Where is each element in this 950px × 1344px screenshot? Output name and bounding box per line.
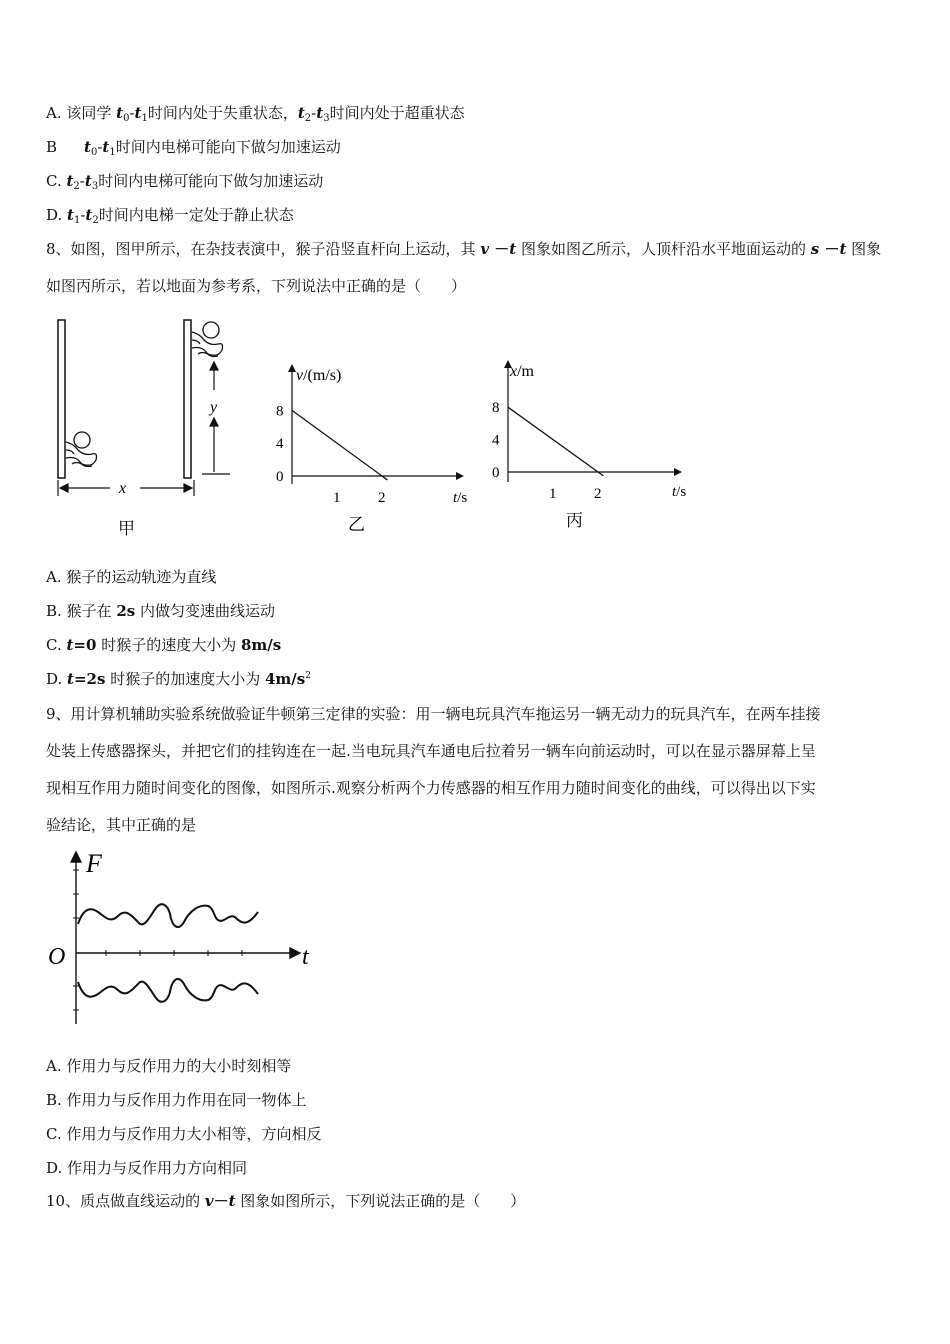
q9-force-time-graph (44, 846, 324, 1030)
q8-option-a: A. 猴子的运动轨迹为直线 (46, 568, 217, 586)
monkey-icon-bottom (66, 432, 97, 467)
bing-xlabel-t: t (672, 484, 677, 500)
q7-d-t2: t (85, 206, 93, 224)
q7-d-prefix: D. (46, 206, 68, 224)
bing-y-tick-label: 8 (492, 400, 500, 417)
q10-stem-dash: － (213, 1192, 229, 1210)
jia-label-y: y (210, 399, 218, 416)
q8-c-t: t (66, 636, 74, 654)
q8-d-eq: =2s (73, 670, 106, 688)
bing-ylabel (509, 363, 535, 380)
q7-b-post: 时间内电梯可能向下做匀加速运动 (115, 138, 341, 156)
q9-option-c: C. 作用力与反作用力大小相等，方向相反 (46, 1125, 322, 1143)
q7-a-post: 时间内处于超重状态 (329, 104, 465, 122)
yi-xlabel-t: t (453, 490, 458, 506)
q9-option-b: B. 作用力与反作用力作用在同一物体上 (46, 1091, 307, 1109)
q8-option-d (46, 668, 311, 689)
q8-option-b (46, 600, 275, 621)
q9-stem-line1: 9、用计算机辅助实验系统做验证牛顿第三定律的实验：用一辆电玩具汽车拖运另一辆无动力的玩具汽车，在两车挂接 (46, 705, 821, 723)
q7-c-prefix: C. (46, 172, 67, 190)
q7-a-sub0: 0 (123, 113, 130, 124)
q10-stem-prefix: 10、质点做直线运动的 (46, 1192, 205, 1210)
q8-b-value: 2s (116, 602, 136, 620)
yi-ylabel-v: v (296, 367, 304, 384)
q7-c-t3: t (84, 172, 92, 190)
y-arrow (202, 362, 230, 474)
q8-d-sup: 2 (305, 671, 311, 681)
q7-b-t0: t (84, 138, 91, 156)
q8-c-prefix: C. (46, 636, 67, 654)
yi-xlabel (453, 490, 467, 506)
q9-vertical-arrow (71, 852, 81, 862)
q7-b-prefix: B (46, 138, 73, 156)
q7-a-dash2: - (311, 104, 317, 122)
yi-x-tick-label: 1 (333, 490, 341, 506)
q8-option-c (46, 634, 281, 655)
q10-stem (46, 1190, 525, 1211)
q8-stem-t2: t (839, 240, 847, 258)
q7-a-dash1: - (129, 104, 135, 122)
bing-ylabel-x: x (510, 363, 518, 380)
q8-c-mid: 时猴子的速度大小为 (96, 636, 241, 654)
yi-x-arrow (456, 472, 464, 480)
q7-b-sub0: 0 (90, 147, 98, 158)
jia-caption: 甲 (118, 519, 135, 538)
q8-stem-line1 (46, 238, 881, 259)
q9-time-arrow (290, 948, 300, 958)
q7-d-sub2: 2 (92, 215, 99, 226)
q8-stem-c: 图象 (846, 240, 882, 258)
q8-c-value: 8m/s (240, 636, 282, 654)
q8-b-prefix: B. 猴子在 (46, 602, 117, 620)
q7-a-mid: 时间内处于失重状态， (147, 104, 298, 122)
q10-stem-v: v (204, 1192, 214, 1210)
q7-d-dash: - (80, 206, 86, 224)
bing-x-arrow (674, 468, 682, 476)
yi-ylabel (296, 367, 341, 384)
q7-c-sub3: 3 (91, 181, 99, 192)
q8-c-eq: =0 (73, 636, 97, 654)
q7-c-t2: t (66, 172, 74, 190)
q8-d-mid: 时猴子的加速度大小为 (105, 670, 265, 688)
q7-a-t2: t (297, 104, 305, 122)
bing-y-tick-label: 0 (492, 465, 500, 481)
bing-x-tick-label: 1 (549, 486, 557, 502)
q7-a-sub3: 3 (323, 113, 330, 124)
q7-option-b (46, 136, 341, 158)
q9-lower-force-curve (78, 979, 258, 1002)
q8-stem-v: v (480, 240, 490, 258)
q9-label-t: t (302, 944, 309, 970)
q8-stem-b: 图象如图乙所示，人顶杆沿水平地面运动的 (516, 240, 811, 258)
q8-stem-dash2: － (819, 240, 840, 258)
q9-stem-line2: 处装上传感器探头，并把它们的挂钩连在一起.当电玩具汽车通电后拉着另一辆车向前运动时，可以在显示器屏幕上呈 (46, 742, 816, 760)
q7-a-sub1: 1 (141, 113, 148, 124)
q9-label-o: O (48, 944, 66, 970)
q7-b-t1: t (102, 138, 110, 156)
q8-figure-jia (44, 312, 254, 542)
q8-stem-t: t (509, 240, 517, 258)
q8-figure-bing (486, 356, 701, 536)
q8-stem-a: 8、如图，图甲所示，在杂技表演中，猴子沿竖直杆向上运动，其 (46, 240, 481, 258)
yi-ylabel-unit: /(m/s) (303, 367, 342, 384)
q7-b-dash: - (97, 138, 103, 156)
q7-option-c (46, 170, 323, 192)
bing-xlabel-unit: /s (676, 484, 687, 500)
bing-caption: 丙 (566, 511, 583, 530)
q7-d-post: 时间内电梯一定处于静止状态 (98, 206, 294, 224)
q7-c-post: 时间内电梯可能向下做匀加速运动 (98, 172, 324, 190)
yi-x-tick-label: 2 (378, 490, 386, 506)
q7-option-d (46, 204, 294, 226)
yi-y-tick-label: 8 (276, 403, 284, 420)
monkey-icon-top (192, 322, 223, 357)
jia-right-pole (184, 320, 191, 478)
q8-stem-line2: 如图丙所示，若以地面为参考系，下列说法中正确的是（ ） (46, 277, 467, 295)
q7-option-a (46, 102, 465, 124)
yi-y-tick-label: 0 (276, 469, 284, 485)
bing-xlabel (672, 484, 686, 500)
q7-a-t3: t (316, 104, 324, 122)
yi-data-line (292, 410, 387, 480)
jia-left-pole (58, 320, 65, 478)
q8-b-post: 内做匀变速曲线运动 (135, 602, 275, 620)
yi-xlabel-unit: /s (457, 490, 468, 506)
q9-option-a: A. 作用力与反作用力的大小时刻相等 (46, 1057, 292, 1075)
yi-y-tick-label: 4 (276, 436, 284, 453)
q7-c-dash: - (79, 172, 85, 190)
q8-figure-yi (268, 358, 483, 538)
q9-upper-force-curve (78, 904, 258, 927)
q9-stem-line4: 验结论，其中正确的是 (46, 816, 197, 834)
bing-x-tick-label: 2 (594, 486, 602, 502)
q10-stem-t: t (228, 1192, 236, 1210)
q9-label-f: F (86, 849, 102, 878)
q8-d-t: t (67, 670, 74, 688)
q7-b-sub1: 1 (109, 147, 116, 158)
q8-d-prefix: D. (46, 670, 68, 688)
q9-option-d: D. 作用力与反作用力方向相同 (46, 1159, 248, 1177)
q7-a-t1: t (134, 104, 142, 122)
q10-stem-post: 图象如图所示，下列说法正确的是（ ） (235, 1192, 526, 1210)
bing-y-tick-label: 4 (492, 432, 500, 449)
bing-ylabel-unit: /m (517, 363, 534, 380)
yi-y-arrow (288, 364, 296, 372)
q7-a-sub2: 2 (304, 113, 312, 124)
q7-c-sub2: 2 (73, 181, 80, 192)
q8-stem-s: s (810, 240, 820, 258)
q7-a-prefix: A. 该同学 (46, 104, 117, 122)
q8-d-value: 4m/s (264, 670, 306, 688)
q7-d-sub1: 1 (73, 215, 81, 226)
q7-d-t1: t (67, 206, 74, 224)
yi-caption: 乙 (348, 515, 365, 534)
q7-a-t0: t (116, 104, 124, 122)
q9-stem-line3: 现相互作用力随时间变化的图像，如图所示.观察分析两个力传感器的相互作用力随时间变化的曲线，可以得出以下实 (46, 779, 816, 797)
q8-stem-dash: － (489, 240, 510, 258)
jia-label-x: x (119, 480, 127, 497)
bing-data-line (508, 407, 603, 476)
